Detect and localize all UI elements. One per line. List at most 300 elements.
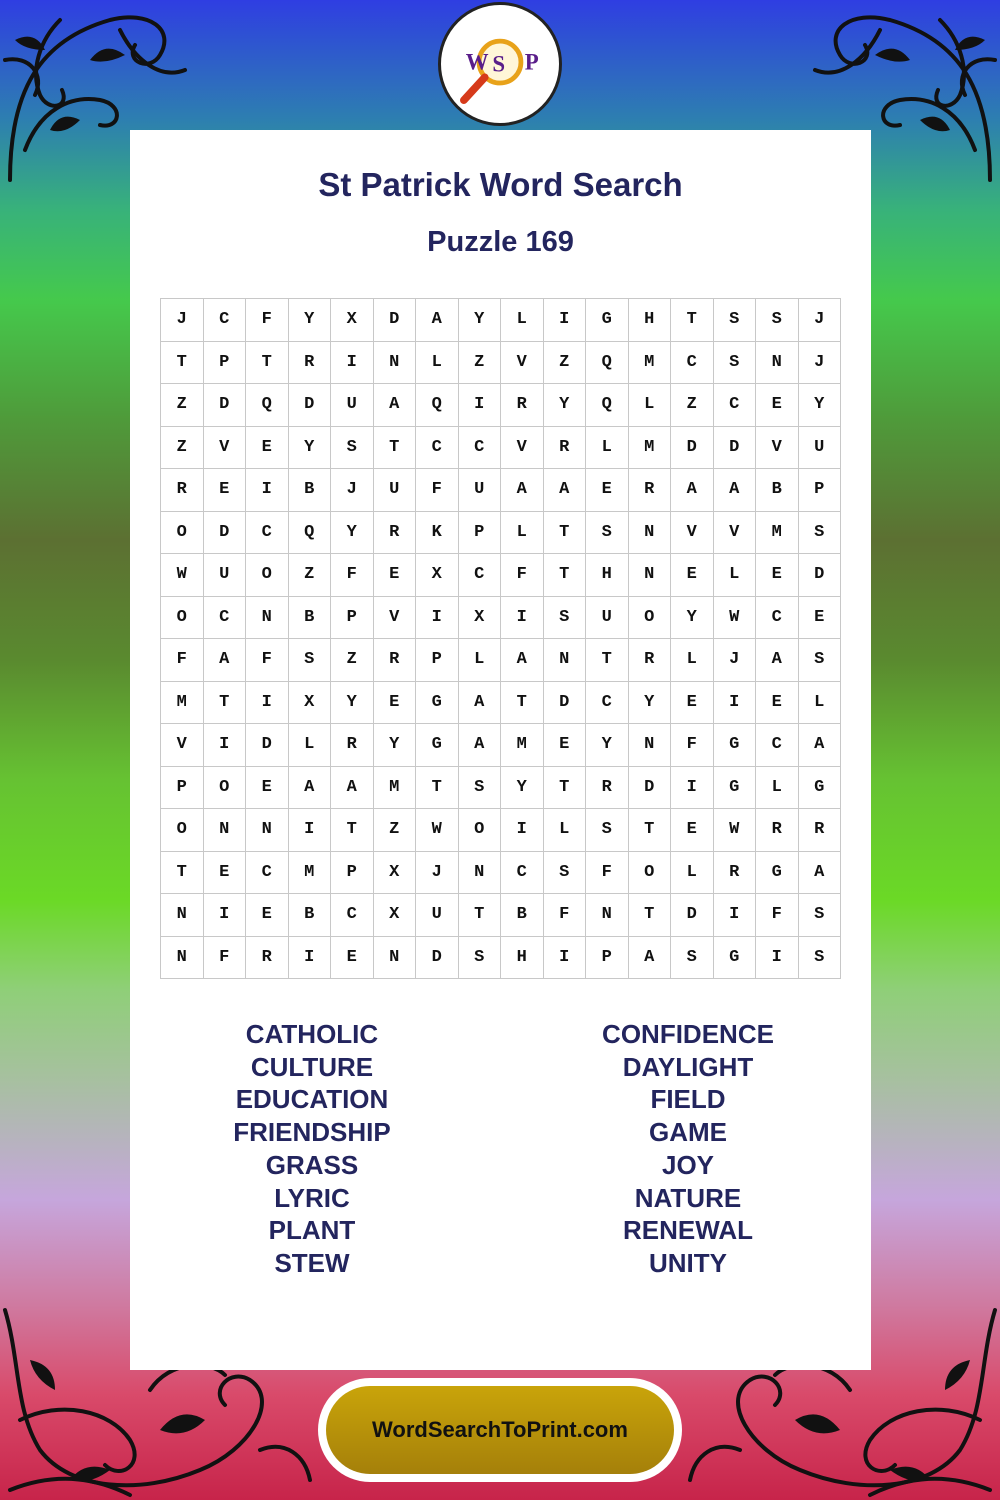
grid-cell[interactable]: C xyxy=(713,384,756,427)
grid-cell[interactable]: V xyxy=(373,596,416,639)
grid-cell[interactable]: T xyxy=(543,511,586,554)
grid-cell[interactable]: R xyxy=(628,639,671,682)
grid-cell[interactable]: C xyxy=(331,894,374,937)
grid-cell[interactable]: B xyxy=(756,469,799,512)
grid-cell[interactable]: Z xyxy=(373,809,416,852)
grid-row xyxy=(161,426,841,469)
grid-cell[interactable]: K xyxy=(416,511,459,554)
grid-cell[interactable]: X xyxy=(373,851,416,894)
grid-cell[interactable]: A xyxy=(671,469,714,512)
grid-cell[interactable]: N xyxy=(246,809,289,852)
grid-cell[interactable]: T xyxy=(416,766,459,809)
grid-cell[interactable]: A xyxy=(543,469,586,512)
grid-cell[interactable]: R xyxy=(798,809,841,852)
grid-cell[interactable]: I xyxy=(246,469,289,512)
grid-cell[interactable]: Z xyxy=(161,426,204,469)
grid-cell[interactable]: S xyxy=(713,299,756,342)
grid-cell[interactable]: P xyxy=(586,936,629,979)
grid-cell[interactable]: C xyxy=(416,426,459,469)
word-item: CULTURE xyxy=(250,1051,374,1082)
grid-cell[interactable]: I xyxy=(203,894,246,937)
grid-cell[interactable]: A xyxy=(331,766,374,809)
grid-cell[interactable]: C xyxy=(458,554,501,597)
grid-cell[interactable]: Y xyxy=(373,724,416,767)
grid-cell[interactable]: E xyxy=(756,384,799,427)
grid-cell[interactable]: G xyxy=(586,299,629,342)
grid-cell[interactable]: N xyxy=(246,596,289,639)
grid-cell[interactable]: I xyxy=(458,384,501,427)
grid-cell[interactable]: D xyxy=(543,681,586,724)
grid-cell[interactable]: S xyxy=(458,936,501,979)
grid-cell[interactable]: R xyxy=(628,469,671,512)
grid-cell[interactable]: W xyxy=(713,596,756,639)
grid-cell[interactable]: T xyxy=(373,426,416,469)
word-item: LYRIC xyxy=(274,1182,350,1213)
puzzle-number: Puzzle 169 xyxy=(427,226,574,258)
grid-cell[interactable]: D xyxy=(288,384,331,427)
grid-cell[interactable]: D xyxy=(713,426,756,469)
grid-cell[interactable]: E xyxy=(373,681,416,724)
grid-cell[interactable]: W xyxy=(161,554,204,597)
grid-cell[interactable]: T xyxy=(161,851,204,894)
grid-cell[interactable]: T xyxy=(543,554,586,597)
logo-letter-s: S xyxy=(492,51,506,77)
grid-cell[interactable]: T xyxy=(161,341,204,384)
grid-cell[interactable]: U xyxy=(586,596,629,639)
grid-cell[interactable]: S xyxy=(671,936,714,979)
grid-cell[interactable]: E xyxy=(798,596,841,639)
grid-cell[interactable]: D xyxy=(798,554,841,597)
grid-row xyxy=(161,341,841,384)
grid-cell[interactable]: G xyxy=(713,766,756,809)
grid-cell[interactable]: D xyxy=(203,384,246,427)
grid-cell[interactable]: F xyxy=(501,554,544,597)
grid-cell[interactable]: Z xyxy=(458,341,501,384)
grid-cell[interactable]: Z xyxy=(671,384,714,427)
grid-cell[interactable]: G xyxy=(756,851,799,894)
grid-cell[interactable]: C xyxy=(246,851,289,894)
grid-cell[interactable]: E xyxy=(246,894,289,937)
grid-row xyxy=(161,681,841,724)
site-logo[interactable] xyxy=(438,2,562,126)
grid-cell[interactable]: D xyxy=(246,724,289,767)
grid-cell[interactable]: L xyxy=(798,681,841,724)
grid-cell[interactable]: F xyxy=(203,936,246,979)
grid-cell[interactable]: R xyxy=(331,724,374,767)
grid-cell[interactable]: R xyxy=(288,341,331,384)
grid-row xyxy=(161,596,841,639)
grid-cell[interactable]: Y xyxy=(288,299,331,342)
grid-cell[interactable]: E xyxy=(246,426,289,469)
grid-cell[interactable]: N xyxy=(543,639,586,682)
grid-cell[interactable]: I xyxy=(756,936,799,979)
grid-cell[interactable]: S xyxy=(713,341,756,384)
grid-cell[interactable]: I xyxy=(501,809,544,852)
word-item: GRASS xyxy=(265,1149,359,1180)
grid-cell[interactable]: R xyxy=(373,511,416,554)
grid-cell[interactable]: X xyxy=(458,596,501,639)
grid-cell[interactable]: O xyxy=(161,809,204,852)
grid-cell[interactable]: Y xyxy=(543,384,586,427)
grid-cell[interactable]: G xyxy=(713,724,756,767)
grid-cell[interactable]: H xyxy=(586,554,629,597)
grid-row xyxy=(161,384,841,427)
grid-cell[interactable]: G xyxy=(416,681,459,724)
grid-cell[interactable]: F xyxy=(246,639,289,682)
grid-cell[interactable]: A xyxy=(288,766,331,809)
grid-cell[interactable]: N xyxy=(373,936,416,979)
grid-cell[interactable]: L xyxy=(628,384,671,427)
grid-cell[interactable]: M xyxy=(628,426,671,469)
word-item: GAME xyxy=(649,1117,727,1148)
word-list-right xyxy=(548,1018,828,1280)
grid-cell[interactable]: I xyxy=(331,341,374,384)
grid-cell[interactable]: S xyxy=(543,596,586,639)
grid-row xyxy=(161,469,841,512)
grid-cell[interactable]: S xyxy=(798,936,841,979)
grid-cell[interactable]: U xyxy=(203,554,246,597)
grid-row xyxy=(161,639,841,682)
grid-cell[interactable]: F xyxy=(756,894,799,937)
word-item: NATURE xyxy=(634,1182,742,1213)
grid-cell[interactable]: A xyxy=(458,724,501,767)
grid-cell[interactable]: N xyxy=(628,554,671,597)
grid-cell[interactable]: J xyxy=(416,851,459,894)
grid-cell[interactable]: D xyxy=(373,299,416,342)
grid-cell[interactable]: T xyxy=(671,299,714,342)
grid-cell[interactable]: N xyxy=(203,809,246,852)
grid-cell[interactable]: C xyxy=(501,851,544,894)
site-link-button[interactable] xyxy=(318,1378,682,1482)
grid-cell[interactable]: Z xyxy=(543,341,586,384)
puzzle-card xyxy=(130,130,871,1370)
grid-cell[interactable]: G xyxy=(416,724,459,767)
grid-cell[interactable]: R xyxy=(756,809,799,852)
grid-cell[interactable]: R xyxy=(246,936,289,979)
grid-cell[interactable]: V xyxy=(501,426,544,469)
grid-cell[interactable]: H xyxy=(501,936,544,979)
grid-cell[interactable]: M xyxy=(756,511,799,554)
grid-cell[interactable]: C xyxy=(671,341,714,384)
grid-cell[interactable]: Q xyxy=(586,384,629,427)
grid-cell[interactable]: O xyxy=(458,809,501,852)
grid-cell[interactable]: T xyxy=(501,681,544,724)
grid-cell[interactable]: I xyxy=(288,936,331,979)
word-item: CATHOLIC xyxy=(245,1019,379,1049)
grid-cell[interactable]: O xyxy=(246,554,289,597)
grid-cell[interactable]: C xyxy=(203,299,246,342)
grid-row xyxy=(161,766,841,809)
grid-cell[interactable]: N xyxy=(628,511,671,554)
grid-cell[interactable]: N xyxy=(628,724,671,767)
grid-cell[interactable]: S xyxy=(798,639,841,682)
grid-cell[interactable]: C xyxy=(756,724,799,767)
grid-cell[interactable]: C xyxy=(586,681,629,724)
grid-cell[interactable]: Q xyxy=(586,341,629,384)
grid-cell[interactable]: N xyxy=(586,894,629,937)
grid-cell[interactable]: L xyxy=(501,299,544,342)
grid-cell[interactable]: E xyxy=(586,469,629,512)
word-list-left xyxy=(172,1018,452,1280)
grid-cell[interactable]: Z xyxy=(331,639,374,682)
grid-cell[interactable]: Y xyxy=(288,426,331,469)
grid-cell[interactable]: G xyxy=(798,766,841,809)
grid-cell[interactable]: Q xyxy=(416,384,459,427)
word-item: EDUCATION xyxy=(235,1084,389,1115)
grid-cell[interactable]: Y xyxy=(501,766,544,809)
grid-cell[interactable]: P xyxy=(458,511,501,554)
grid-cell[interactable]: I xyxy=(543,299,586,342)
grid-cell[interactable]: L xyxy=(756,766,799,809)
grid-cell[interactable]: W xyxy=(713,809,756,852)
grid-cell[interactable]: L xyxy=(671,851,714,894)
grid-cell[interactable]: E xyxy=(246,766,289,809)
grid-cell[interactable]: P xyxy=(416,639,459,682)
word-item: DAYLIGHT xyxy=(622,1051,754,1082)
grid-cell[interactable]: E xyxy=(756,554,799,597)
grid-cell[interactable]: Y xyxy=(586,724,629,767)
grid-cell[interactable]: Y xyxy=(628,681,671,724)
grid-cell[interactable]: F xyxy=(161,639,204,682)
grid-cell[interactable]: A xyxy=(628,936,671,979)
grid-cell[interactable]: V xyxy=(713,511,756,554)
grid-cell[interactable]: Y xyxy=(331,681,374,724)
grid-cell[interactable]: J xyxy=(161,299,204,342)
grid-cell[interactable]: E xyxy=(671,554,714,597)
grid-cell[interactable]: P xyxy=(331,596,374,639)
grid-cell[interactable]: M xyxy=(161,681,204,724)
grid-cell[interactable]: F xyxy=(586,851,629,894)
grid-cell[interactable]: A xyxy=(756,639,799,682)
grid-cell[interactable]: A xyxy=(458,681,501,724)
grid-cell[interactable]: T xyxy=(628,809,671,852)
grid-cell[interactable]: T xyxy=(331,809,374,852)
word-item: JOY xyxy=(661,1149,715,1180)
grid-cell[interactable]: R xyxy=(586,766,629,809)
grid-row xyxy=(161,724,841,767)
grid-cell[interactable]: P xyxy=(798,469,841,512)
grid-row xyxy=(161,809,841,852)
word-item: STEW xyxy=(274,1247,350,1278)
word-item: FRIENDSHIP xyxy=(233,1117,391,1148)
grid-cell[interactable]: P xyxy=(331,851,374,894)
word-item: PLANT xyxy=(268,1215,356,1246)
grid-row xyxy=(161,554,841,597)
grid-cell[interactable]: V xyxy=(203,426,246,469)
grid-cell[interactable]: I xyxy=(501,596,544,639)
grid-cell[interactable]: S xyxy=(331,426,374,469)
grid-cell[interactable]: E xyxy=(671,681,714,724)
grid-cell[interactable]: T xyxy=(628,894,671,937)
grid-cell[interactable]: R xyxy=(161,469,204,512)
grid-cell[interactable]: F xyxy=(246,299,289,342)
grid-cell[interactable]: M xyxy=(501,724,544,767)
grid-cell[interactable]: A xyxy=(373,384,416,427)
grid-row xyxy=(161,851,841,894)
grid-cell[interactable]: E xyxy=(671,809,714,852)
grid-cell[interactable]: M xyxy=(373,766,416,809)
grid-cell[interactable]: L xyxy=(458,639,501,682)
grid-cell[interactable]: N xyxy=(756,341,799,384)
grid-cell[interactable]: V xyxy=(756,426,799,469)
grid-cell[interactable]: C xyxy=(246,511,289,554)
grid-cell[interactable]: X xyxy=(373,894,416,937)
grid-cell[interactable]: U xyxy=(331,384,374,427)
grid-cell[interactable]: I xyxy=(543,936,586,979)
grid-cell[interactable]: T xyxy=(203,681,246,724)
grid-cell[interactable]: Y xyxy=(798,384,841,427)
grid-cell[interactable]: I xyxy=(671,766,714,809)
grid-cell[interactable]: O xyxy=(628,851,671,894)
grid-cell[interactable]: B xyxy=(501,894,544,937)
grid-cell[interactable]: N xyxy=(161,894,204,937)
magnifier-logo-icon xyxy=(441,5,559,123)
grid-cell[interactable]: N xyxy=(458,851,501,894)
grid-row xyxy=(161,894,841,937)
grid-cell[interactable]: A xyxy=(501,639,544,682)
grid-cell[interactable]: E xyxy=(756,681,799,724)
grid-cell[interactable]: A xyxy=(713,469,756,512)
grid-cell[interactable]: P xyxy=(161,766,204,809)
grid-cell[interactable]: Q xyxy=(246,384,289,427)
grid-cell[interactable]: Y xyxy=(671,596,714,639)
grid-cell[interactable]: L xyxy=(713,554,756,597)
grid-cell[interactable]: B xyxy=(288,894,331,937)
grid-cell[interactable]: S xyxy=(458,766,501,809)
grid-cell[interactable]: L xyxy=(501,511,544,554)
grid-cell[interactable]: J xyxy=(798,341,841,384)
grid-cell[interactable]: B xyxy=(288,596,331,639)
grid-cell[interactable]: Y xyxy=(458,299,501,342)
grid-cell[interactable]: U xyxy=(373,469,416,512)
grid-cell[interactable]: L xyxy=(288,724,331,767)
grid-cell[interactable]: S xyxy=(586,511,629,554)
grid-cell[interactable]: N xyxy=(373,341,416,384)
word-item: CONFIDENCE xyxy=(602,1019,774,1049)
grid-cell[interactable]: A xyxy=(501,469,544,512)
grid-row xyxy=(161,299,841,342)
grid-cell[interactable]: M xyxy=(288,851,331,894)
grid-cell[interactable]: F xyxy=(671,724,714,767)
grid-cell[interactable]: F xyxy=(331,554,374,597)
grid-cell[interactable]: D xyxy=(628,766,671,809)
grid-cell[interactable]: S xyxy=(543,851,586,894)
word-item: UNITY xyxy=(649,1247,727,1278)
grid-cell[interactable]: U xyxy=(458,469,501,512)
grid-cell[interactable]: A xyxy=(798,724,841,767)
grid-cell[interactable]: O xyxy=(161,511,204,554)
grid-cell[interactable]: U xyxy=(798,426,841,469)
grid-cell[interactable]: A xyxy=(203,639,246,682)
grid-cell[interactable]: X xyxy=(331,299,374,342)
grid-cell[interactable]: O xyxy=(628,596,671,639)
grid-cell[interactable]: O xyxy=(203,766,246,809)
grid-cell[interactable]: X xyxy=(288,681,331,724)
grid-cell[interactable]: S xyxy=(798,511,841,554)
grid-cell[interactable]: W xyxy=(416,809,459,852)
grid-cell[interactable]: S xyxy=(288,639,331,682)
grid-row xyxy=(161,511,841,554)
grid-cell[interactable]: D xyxy=(671,426,714,469)
letter-grid xyxy=(160,298,841,979)
grid-cell[interactable]: A xyxy=(798,851,841,894)
grid-cell[interactable]: C xyxy=(458,426,501,469)
grid-cell[interactable]: R xyxy=(713,851,756,894)
grid-cell[interactable]: F xyxy=(416,469,459,512)
grid-cell[interactable]: L xyxy=(586,426,629,469)
grid-cell[interactable]: T xyxy=(246,341,289,384)
grid-cell[interactable]: J xyxy=(798,299,841,342)
grid-cell[interactable]: J xyxy=(713,639,756,682)
grid-cell[interactable]: G xyxy=(713,936,756,979)
grid-cell[interactable]: Y xyxy=(331,511,374,554)
grid-cell[interactable]: D xyxy=(203,511,246,554)
grid-cell[interactable]: S xyxy=(586,809,629,852)
grid-cell[interactable]: V xyxy=(161,724,204,767)
grid-cell[interactable]: E xyxy=(331,936,374,979)
grid-cell[interactable]: Z xyxy=(161,384,204,427)
logo-letter-w: W xyxy=(465,49,489,75)
grid-cell[interactable]: S xyxy=(756,299,799,342)
grid-cell[interactable]: L xyxy=(416,341,459,384)
grid-cell[interactable]: I xyxy=(288,809,331,852)
grid-cell[interactable]: S xyxy=(798,894,841,937)
grid-row xyxy=(161,936,841,979)
grid-cell[interactable]: A xyxy=(416,299,459,342)
grid-cell[interactable]: J xyxy=(331,469,374,512)
word-item: FIELD xyxy=(650,1084,726,1115)
grid-cell[interactable]: T xyxy=(543,766,586,809)
grid-cell[interactable]: X xyxy=(416,554,459,597)
site-link-label: WordSearchToPrint.com xyxy=(326,1386,674,1474)
grid-cell[interactable]: U xyxy=(416,894,459,937)
grid-cell[interactable]: E xyxy=(373,554,416,597)
grid-cell[interactable]: Z xyxy=(288,554,331,597)
grid-cell[interactable]: C xyxy=(756,596,799,639)
grid-cell[interactable]: V xyxy=(671,511,714,554)
grid-cell[interactable]: R xyxy=(373,639,416,682)
grid-cell[interactable]: E xyxy=(543,724,586,767)
grid-cell[interactable]: D xyxy=(671,894,714,937)
grid-cell[interactable]: B xyxy=(288,469,331,512)
grid-cell[interactable]: M xyxy=(628,341,671,384)
grid-cell[interactable]: I xyxy=(713,894,756,937)
grid-cell[interactable]: R xyxy=(501,384,544,427)
grid-cell[interactable]: C xyxy=(203,596,246,639)
grid-cell[interactable]: D xyxy=(416,936,459,979)
grid-cell[interactable]: H xyxy=(628,299,671,342)
grid-cell[interactable]: L xyxy=(543,809,586,852)
grid-cell[interactable]: R xyxy=(543,426,586,469)
grid-cell[interactable]: P xyxy=(203,341,246,384)
grid-cell[interactable]: I xyxy=(416,596,459,639)
grid-cell[interactable]: T xyxy=(458,894,501,937)
grid-cell[interactable]: O xyxy=(161,596,204,639)
grid-cell[interactable]: V xyxy=(501,341,544,384)
grid-cell[interactable]: E xyxy=(203,851,246,894)
puzzle-title: St Patrick Word Search xyxy=(318,166,683,203)
grid-cell[interactable]: F xyxy=(543,894,586,937)
grid-cell[interactable]: I xyxy=(203,724,246,767)
grid-cell[interactable]: I xyxy=(713,681,756,724)
grid-cell[interactable]: T xyxy=(586,639,629,682)
grid-cell[interactable]: L xyxy=(671,639,714,682)
grid-cell[interactable]: Q xyxy=(288,511,331,554)
grid-cell[interactable]: E xyxy=(203,469,246,512)
grid-cell[interactable]: I xyxy=(246,681,289,724)
word-item: RENEWAL xyxy=(623,1215,753,1246)
grid-cell[interactable]: N xyxy=(161,936,204,979)
